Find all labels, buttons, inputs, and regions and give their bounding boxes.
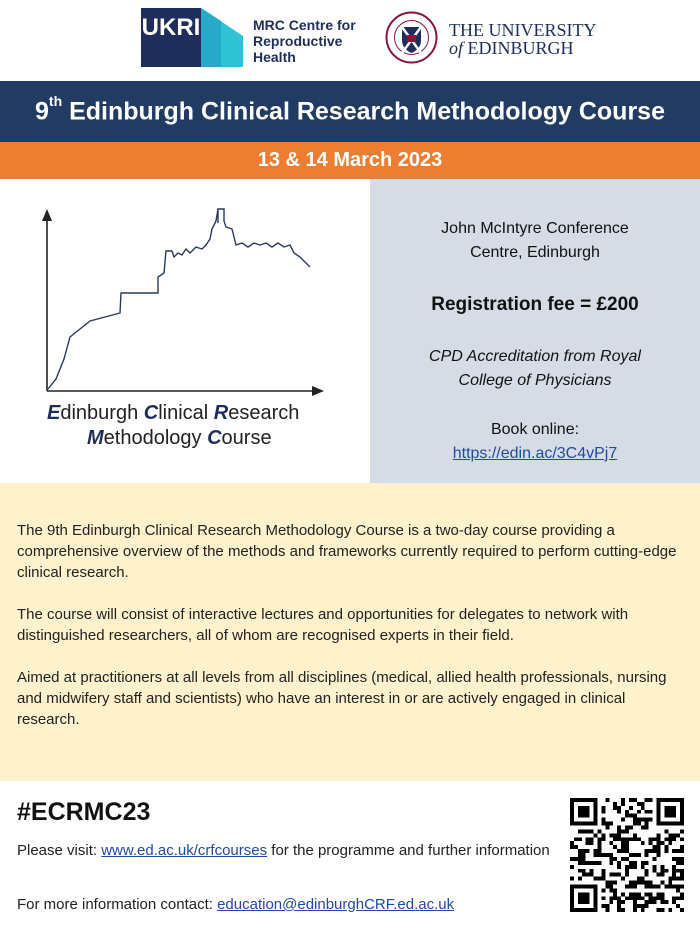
- booking: [370, 418, 700, 466]
- visit-suffix: for the programme and further information: [267, 842, 550, 859]
- hashtag: #ECRMC23: [17, 798, 151, 826]
- course-logo-panel: [0, 179, 370, 483]
- mrc-line-2: Reproductive: [253, 33, 343, 49]
- word-linical: linical: [158, 402, 214, 424]
- ukri-logo-text: UKRI: [141, 14, 201, 41]
- course-title: [35, 92, 665, 126]
- initial-e: E: [47, 402, 61, 424]
- course-description: [0, 483, 700, 781]
- ukri-logo: [141, 8, 243, 67]
- mrc-line-3: Health: [253, 49, 296, 65]
- contact-text: [17, 894, 454, 915]
- course-date: 13 & 14 March 2023: [257, 149, 443, 171]
- course-info-panel: [370, 179, 700, 483]
- book-online-link[interactable]: https://edin.ac/3C4vPj7: [452, 445, 618, 462]
- qr-code-icon[interactable]: [570, 798, 684, 912]
- mrc-line-1: MRC Centre for: [253, 17, 356, 33]
- footer: [0, 781, 700, 927]
- initial-m: M: [87, 427, 104, 449]
- title-text: Edinburgh Clinical Research Methodology Course: [62, 97, 665, 126]
- description-paragraph-2: The course will consist of interactive lectures and opportunities for delegates to network with distinguished researchers, all of whom are recognised experts in their field.: [17, 606, 629, 644]
- university-of-edinburgh-wordmark: [449, 21, 596, 57]
- university-seal-icon: [385, 11, 438, 64]
- initial-r: R: [213, 402, 229, 424]
- logo-header: [0, 0, 700, 80]
- cpd-accreditation: [370, 345, 700, 393]
- course-title-bar: [0, 81, 700, 142]
- visit-prefix: Please visit:: [17, 842, 102, 859]
- contact-prefix: For more information contact:: [17, 896, 218, 913]
- programme-link[interactable]: www.ed.ac.uk/crfcourses: [101, 842, 268, 859]
- title-number: 9: [35, 97, 49, 126]
- uoe-line-1: THE UNIVERSITY: [449, 20, 597, 40]
- word-esearch: esearch: [228, 402, 300, 424]
- word-ourse: ourse: [221, 427, 272, 449]
- uoe-edinburgh: EDINBURGH: [467, 38, 574, 58]
- date-bar: [0, 142, 700, 179]
- description-paragraph-3: Aimed at practitioners at all levels from all disciplines (medical, allied health professionals, nursing and midwifery staff and scientists) who have an interest in or are actively engaged in clinical research.: [17, 669, 667, 728]
- venue: [370, 217, 700, 265]
- mrc-centre-name: [253, 17, 356, 65]
- description-paragraph-1: The 9th Edinburgh Clinical Research Methodology Course is a two-day course providing a comprehensive overview of the methods and frameworks currently required to perform cutting-edge clinical research.: [17, 522, 677, 581]
- word-dinburgh: dinburgh: [60, 402, 144, 424]
- uoe-of: of: [449, 38, 464, 58]
- registration-fee: Registration fee = £200: [431, 294, 639, 315]
- venue-line-1: John McIntyre Conference: [441, 220, 629, 237]
- cpd-line-1: CPD Accreditation from Royal: [429, 348, 641, 365]
- venue-line-2: Centre, Edinburgh: [470, 244, 600, 261]
- course-logo-line-2: [47, 426, 299, 451]
- course-logo-wordmark: [47, 401, 299, 451]
- visit-text: [17, 840, 557, 861]
- word-ethodology: ethodology: [103, 427, 208, 449]
- title-ordinal: th: [48, 92, 63, 109]
- initial-c2: C: [207, 427, 222, 449]
- book-online-label: Book online:: [490, 421, 580, 438]
- course-logo-line-1: [47, 401, 299, 426]
- cpd-line-2: College of Physicians: [458, 372, 612, 389]
- contact-email-link[interactable]: education@edinburghCRF.ed.ac.uk: [217, 896, 455, 913]
- initial-c: C: [143, 402, 159, 424]
